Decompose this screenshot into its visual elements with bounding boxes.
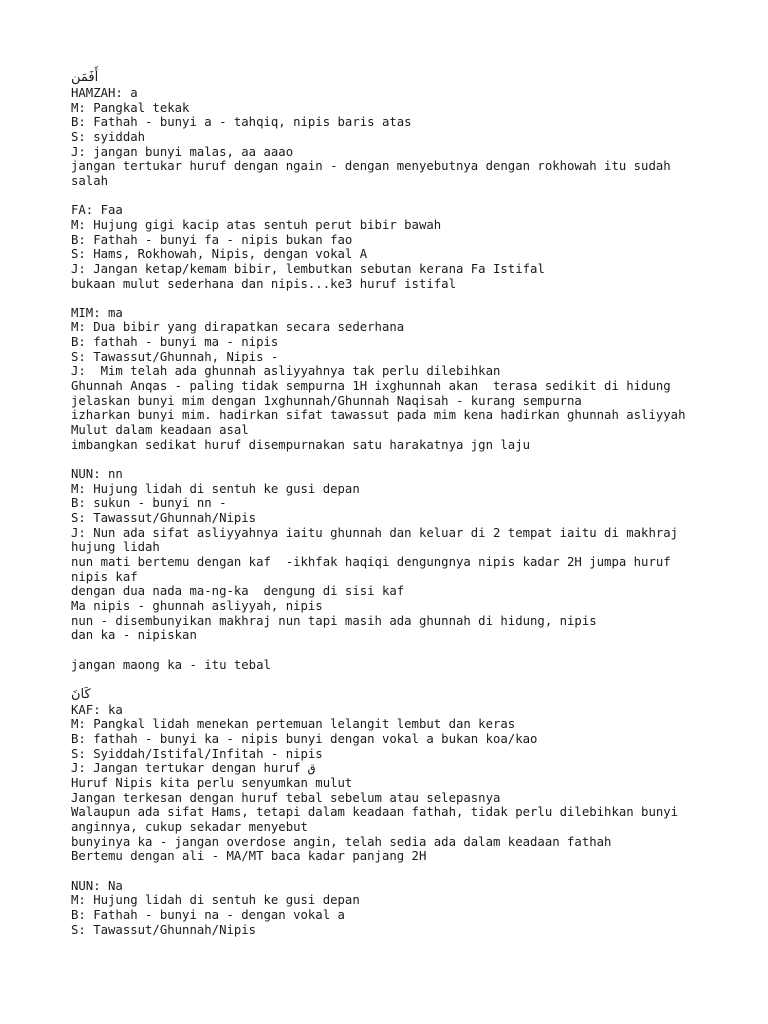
- text-line: J: Jangan ketap/kemam bibir, lembutkan sebutan kerana Fa Istifal: [71, 261, 545, 276]
- text-line: Huruf Nipis kita perlu senyumkan mulut: [71, 776, 353, 791]
- text-line: B: fathah - bunyi ka - nipis bunyi dengan vokal a bukan koa/kao: [71, 732, 538, 747]
- text-line: S: syiddah: [71, 129, 146, 144]
- text-line: J: Mim telah ada ghunnah asliyyahnya tak perlu dilebihkan: [71, 364, 501, 379]
- text-line: NUN: Na: [71, 878, 123, 893]
- text-line: nun mati bertemu dengan kaf -ikhfak haqiqi dengungnya nipis kadar 2H jumpa huruf nipis kaf: [71, 554, 679, 584]
- paragraph-gap: [71, 452, 711, 467]
- text-line: MIM: ma: [71, 305, 123, 320]
- text-line: B: Fathah - bunyi na - dengan vokal a: [71, 908, 345, 922]
- text-line: Ghunnah Anqas - paling tidak sempurna 1H ixghunnah akan terasa sedikit di hidung: [71, 379, 671, 394]
- paragraph-gap: [71, 643, 711, 658]
- text-block: [71, 879, 711, 938]
- text-line: bukaan mulut sederhana dan nipis...ke3 huruf istifal: [71, 276, 456, 291]
- text-line: nun - disembunyikan makhraj nun tapi masih ada ghunnah di hidung, nipis: [71, 613, 597, 628]
- text-line: NUN: nn: [71, 467, 123, 482]
- text-line: dengan dua nada ma-ng-ka dengung di sisi kaf: [71, 584, 405, 599]
- text-line: M: Hujung lidah di sentuh ke gusi depan: [71, 481, 360, 496]
- text-line: B: Fathah - bunyi fa - nipis bukan fao: [71, 232, 353, 247]
- text-line: imbangkan sedikat huruf disempurnakan satu harakatnya jgn laju: [71, 437, 531, 452]
- text-line: M: Hujung gigi kacip atas sentuh perut bibir bawah: [71, 217, 442, 232]
- text-line: Walaupun ada sifat Hams, tetapi dalam keadaan fathah, tidak perlu dilebihkan bunyi anginnya, cukup sekadar menyebut: [71, 805, 686, 835]
- text-line: B: Fathah - bunyi a - tahqiq, nipis baris atas: [71, 115, 412, 130]
- text-line: jelaskan bunyi mim dengan 1xghunnah/Ghunnah Naqisah - kurang sempurna: [71, 393, 582, 408]
- text-line: HAMZAH: a: [71, 86, 138, 100]
- text-line: S: Tawassut/Ghunnah, Nipis -: [71, 349, 279, 364]
- text-line: jangan maong ka - itu tebal: [71, 657, 271, 672]
- text-line: Bertemu dengan ali - MA/MT baca kadar panjang 2H: [71, 849, 427, 864]
- text-line: M: Pangkal tekak: [71, 100, 190, 115]
- text-line: S: Tawassut/Ghunnah/Nipis: [71, 922, 257, 937]
- paragraph-gap: [71, 189, 711, 204]
- text-line: Mulut dalam keadaan asal: [71, 423, 249, 438]
- arabic-word: أَفَمَن: [71, 70, 99, 85]
- text-block: [71, 203, 711, 291]
- text-line: B: fathah - bunyi ma - nipis: [71, 335, 279, 350]
- arabic-word: كَانَ: [71, 686, 91, 702]
- text-line: M: Dua bibir yang dirapatkan secara sederhana: [71, 320, 405, 335]
- text-line: FA: Faa: [71, 203, 123, 218]
- text-line: jangan tertukar huruf dengan ngain - dengan menyebutnya dengan rokhowah itu sudah salah: [71, 159, 679, 188]
- paragraph-gap: [71, 864, 711, 879]
- text-line: Ma nipis - ghunnah asliyyah, nipis: [71, 598, 323, 613]
- text-block: [71, 658, 711, 673]
- paragraph-gap: [71, 672, 711, 687]
- text-line: S: Syiddah/Istifal/Infitah - nipis: [71, 746, 323, 761]
- text-block: [71, 70, 711, 189]
- text-block: [71, 687, 711, 864]
- text-block: [71, 306, 711, 453]
- text-line: Jangan terkesan dengan huruf tebal sebelum atau selepasnya: [71, 790, 501, 805]
- text-line: dan ka - nipiskan: [71, 628, 197, 643]
- text-line: S: Tawassut/Ghunnah/Nipis: [71, 510, 257, 525]
- text-line: B: sukun - bunyi nn -: [71, 496, 227, 511]
- paragraph-gap: [71, 291, 711, 306]
- text-line: bunyinya ka - jangan overdose angin, telah sedia ada dalam keadaan fathah: [71, 834, 612, 849]
- text-line: izharkan bunyi mim. hadirkan sifat tawassut pada mim kena hadirkan ghunnah asliyyah: [71, 408, 686, 423]
- text-line: KAF: ka: [71, 702, 123, 717]
- text-line: J: jangan bunyi malas, aa aaao: [71, 144, 294, 159]
- text-line: S: Hams, Rokhowah, Nipis, dengan vokal A: [71, 247, 368, 262]
- text-line: M: Pangkal lidah menekan pertemuan lelangit lembut dan keras: [71, 717, 516, 732]
- text-line: J: Jangan tertukar dengan huruf ق: [71, 761, 316, 776]
- text-line: J: Nun ada sifat asliyyahnya iaitu ghunnah dan keluar di 2 tempat iaitu di makhraj hujung lidah: [71, 525, 686, 555]
- text-line: M: Hujung lidah di sentuh ke gusi depan: [71, 893, 360, 908]
- document-body: [71, 70, 711, 937]
- text-block: [71, 467, 711, 643]
